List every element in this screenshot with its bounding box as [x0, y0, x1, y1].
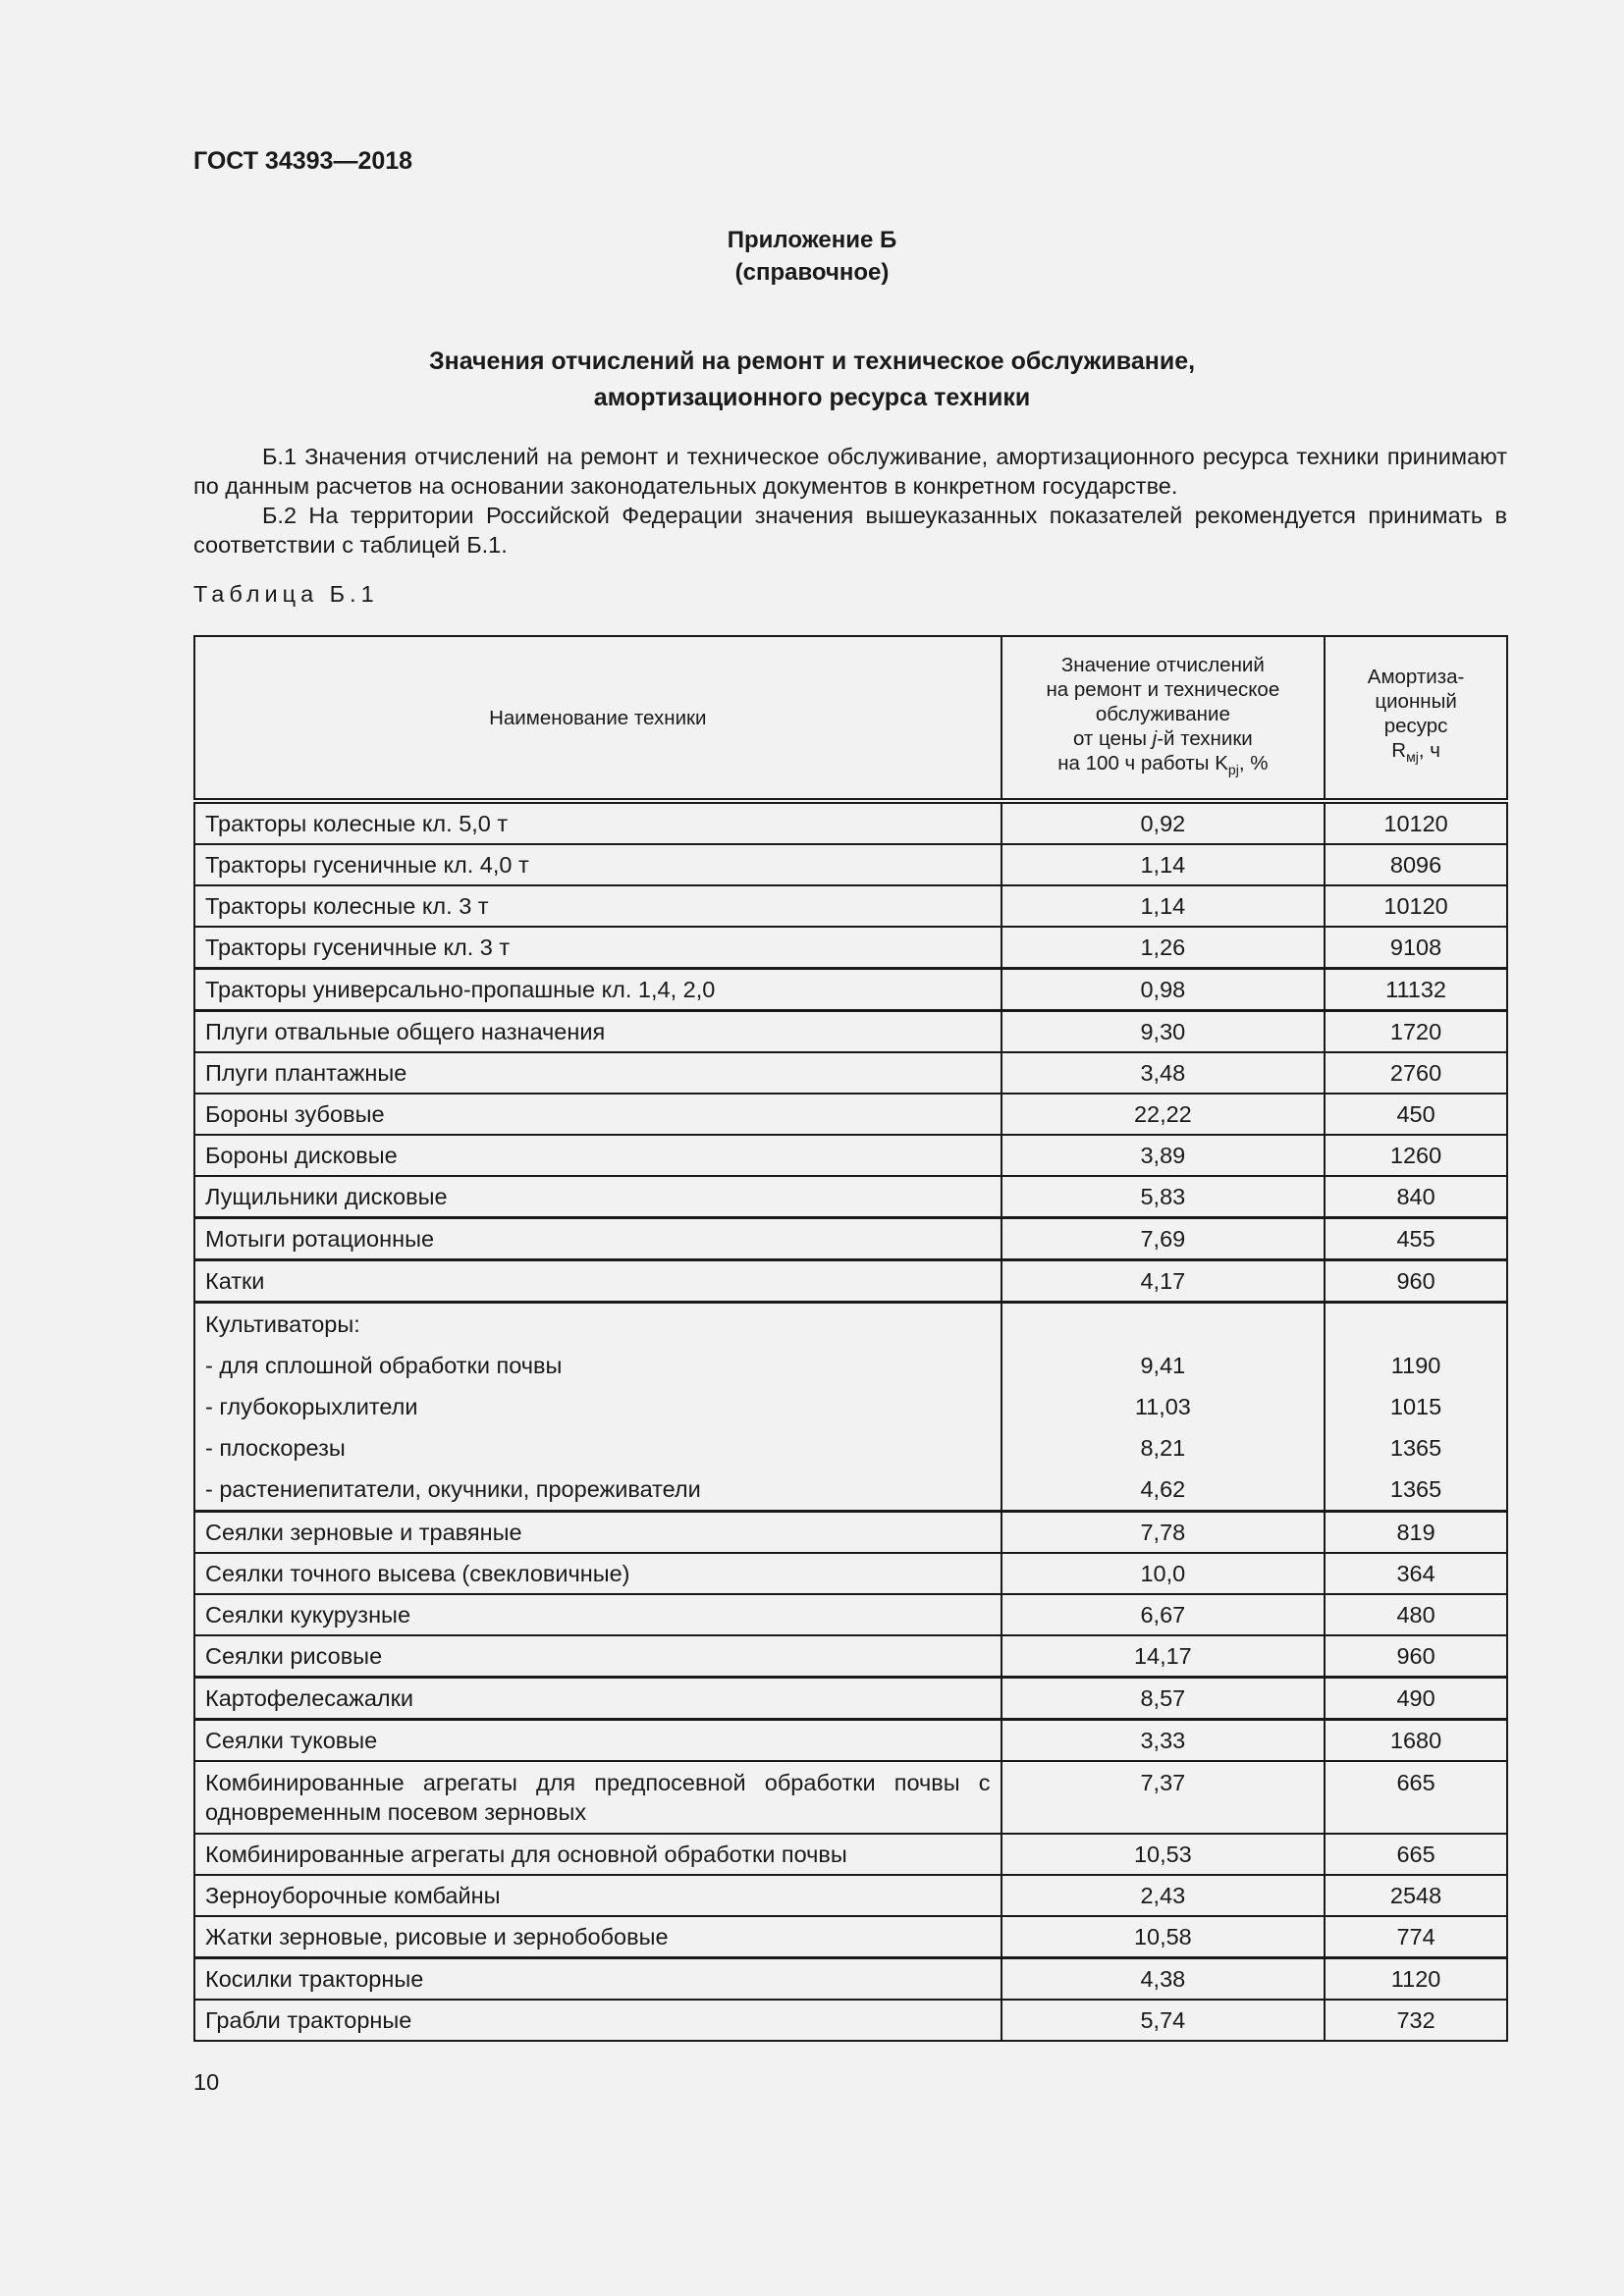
header-name: Наименование техники — [194, 636, 1001, 801]
cell-rm: 9108 — [1325, 927, 1507, 969]
cell-name: Косилки тракторные — [194, 1958, 1001, 2001]
cell-rm: 1120 — [1325, 1958, 1507, 2001]
paragraph-b1 — [193, 442, 1507, 501]
cultivator-rm: 1190 — [1390, 1353, 1441, 1378]
table-row — [194, 1761, 1507, 1834]
appendix-subtitle: (справочное) — [734, 259, 890, 286]
cell-name: Картофелесажалки — [194, 1678, 1001, 1720]
cell-kp: 14,17 — [1001, 1635, 1326, 1678]
cell-kp: 5,74 — [1001, 2000, 1326, 2041]
cell-name: Тракторы гусеничные кл. 4,0 т — [194, 844, 1001, 885]
cell-rm: 665 — [1325, 1761, 1507, 1834]
cell-name: Комбинированные агрегаты для основной обработки почвы — [194, 1834, 1001, 1875]
table-row — [194, 1011, 1507, 1053]
header-kp-line: на 100 ч работы K — [1057, 751, 1228, 774]
cell-rm: 960 — [1325, 1260, 1507, 1303]
table-row — [194, 969, 1507, 1011]
header-rm-line: Амортиза- — [1367, 666, 1465, 689]
page-number: 10 — [193, 2069, 220, 2095]
cell-name: Сеялки рисовые — [194, 1635, 1001, 1678]
cultivator-rm: 1015 — [1389, 1394, 1442, 1419]
cell-kp: 8,57 — [1001, 1678, 1326, 1720]
table-row — [194, 1720, 1507, 1762]
cell-name: Тракторы колесные кл. 5,0 т — [194, 801, 1001, 844]
cell-rm: 1720 — [1325, 1011, 1507, 1053]
cell-kp: 5,83 — [1001, 1176, 1326, 1218]
table-row — [194, 1553, 1507, 1594]
cultivators-title: Культиваторы: — [205, 1311, 360, 1337]
table-row — [194, 1052, 1507, 1094]
appendix-heading — [0, 224, 1624, 289]
cultivator-kp: 9,41 — [1140, 1353, 1186, 1378]
cultivators-names — [194, 1303, 1001, 1512]
cell-rm: 450 — [1325, 1094, 1507, 1135]
cell-kp: 9,30 — [1001, 1011, 1326, 1053]
header-rm — [1325, 636, 1507, 801]
cultivator-name: - растениепитатели, окучники, прореживатели — [205, 1476, 701, 1502]
paragraph-b1-text: Б.1 Значения отчислений на ремонт и техническое обслуживание, амортизационного ресурса техники принимают по данным расчетов на основании законодательных документов в конкретном государстве. — [193, 444, 1507, 499]
table-row — [194, 1875, 1507, 1916]
header-kp-line: Значение отчислений — [1060, 653, 1265, 676]
cell-rm: 960 — [1325, 1635, 1507, 1678]
cell-kp: 0,98 — [1001, 969, 1326, 1011]
cell-kp: 4,38 — [1001, 1958, 1326, 2001]
cell-rm: 8096 — [1325, 844, 1507, 885]
cultivator-kp: 4,62 — [1140, 1476, 1186, 1502]
cultivator-kp: 8,21 — [1140, 1435, 1186, 1461]
cell-rm: 480 — [1325, 1594, 1507, 1635]
table-row — [194, 1176, 1507, 1218]
cell-rm: 1680 — [1325, 1720, 1507, 1762]
cell-rm: 364 — [1325, 1553, 1507, 1594]
cell-rm: 840 — [1325, 1176, 1507, 1218]
header-kp-line: от цены — [1072, 726, 1147, 750]
cell-rm: 1260 — [1325, 1135, 1507, 1176]
table-row — [194, 1594, 1507, 1635]
cell-kp: 4,17 — [1001, 1260, 1326, 1303]
paragraph-b2-text: Б.2 На территории Российской Федерации значения вышеуказанных показателей рекомендуется принимать в соответствии с таблицей Б.1. — [193, 503, 1507, 558]
cell-name: Комбинированные агрегаты для предпосевной обработки почвы с одновременным посевом зерновых — [194, 1761, 1001, 1834]
header-rm-line: R — [1391, 739, 1407, 763]
cell-kp: 10,0 — [1001, 1553, 1326, 1594]
cell-kp: 2,43 — [1001, 1875, 1326, 1916]
cell-name: Жатки зерновые, рисовые и зернобобовые — [194, 1916, 1001, 1958]
cell-rm: 10120 — [1325, 885, 1507, 927]
cell-name: Сеялки кукурузные — [194, 1594, 1001, 1635]
cell-name: Сеялки точного высева (свекловичные) — [194, 1553, 1001, 1594]
cell-kp: 1,26 — [1001, 927, 1326, 969]
header-kp-line: -й техники — [1157, 726, 1253, 750]
cultivator-name: - для сплошной обработки почвы — [205, 1353, 563, 1378]
cell-name: Сеялки туковые — [194, 1720, 1001, 1762]
table-row — [194, 1135, 1507, 1176]
cell-kp: 22,22 — [1001, 1094, 1326, 1135]
header-rm-subscript: мj — [1406, 749, 1419, 766]
table-row — [194, 1635, 1507, 1678]
cell-rm: 665 — [1325, 1834, 1507, 1875]
document-code: ГОСТ 34393—2018 — [193, 147, 413, 175]
data-table — [193, 635, 1508, 2042]
header-rm-line: , ч — [1418, 739, 1440, 763]
cell-name: Тракторы универсально-пропашные кл. 1,4, 2,0 — [194, 969, 1001, 1011]
cell-kp: 7,69 — [1001, 1218, 1326, 1260]
table-row — [194, 885, 1507, 927]
cell-rm: 774 — [1325, 1916, 1507, 1958]
cell-kp: 1,14 — [1001, 885, 1326, 927]
cell-rm: 2548 — [1325, 1875, 1507, 1916]
table-label: Таблица Б.1 — [193, 581, 379, 607]
header-kp-line: , % — [1238, 751, 1269, 774]
cell-rm: 11132 — [1325, 969, 1507, 1011]
paragraph-b2 — [193, 501, 1507, 560]
header-kp-line: на ремонт и техническое — [1046, 677, 1280, 701]
cell-name: Бороны дисковые — [194, 1135, 1001, 1176]
cultivators-rm — [1325, 1303, 1507, 1512]
cell-kp: 7,78 — [1001, 1512, 1326, 1554]
table-row — [194, 1958, 1507, 2001]
table-row — [194, 1094, 1507, 1135]
cell-rm: 2760 — [1325, 1052, 1507, 1094]
header-rm-line: ресурс — [1383, 715, 1448, 738]
table-row — [194, 1218, 1507, 1260]
cell-rm: 819 — [1325, 1512, 1507, 1554]
header-kp — [1001, 636, 1326, 801]
cell-rm: 732 — [1325, 2000, 1507, 2041]
cell-name: Сеялки зерновые и травяные — [194, 1512, 1001, 1554]
cultivator-rm: 1365 — [1389, 1476, 1442, 1502]
cell-kp: 7,37 — [1001, 1761, 1326, 1834]
table-row — [194, 2000, 1507, 2041]
table-header-row — [194, 636, 1507, 801]
cell-name: Зерноуборочные комбайны — [194, 1875, 1001, 1916]
table-row-cultivators — [194, 1303, 1507, 1512]
cell-kp: 3,33 — [1001, 1720, 1326, 1762]
cell-rm: 490 — [1325, 1678, 1507, 1720]
cell-kp: 6,67 — [1001, 1594, 1326, 1635]
cell-name: Мотыги ротационные — [194, 1218, 1001, 1260]
cell-kp: 10,58 — [1001, 1916, 1326, 1958]
cultivator-name: - плоскорезы — [205, 1435, 346, 1461]
table-row — [194, 1678, 1507, 1720]
cell-name: Катки — [194, 1260, 1001, 1303]
header-kp-line: обслуживание — [1095, 702, 1230, 725]
cell-name: Грабли тракторные — [194, 2000, 1001, 2041]
cell-rm: 10120 — [1325, 801, 1507, 844]
cell-kp: 3,48 — [1001, 1052, 1326, 1094]
cell-rm: 455 — [1325, 1218, 1507, 1260]
cell-kp: 3,89 — [1001, 1135, 1326, 1176]
cell-kp: 1,14 — [1001, 844, 1326, 885]
appendix-title: Приложение Б — [727, 227, 897, 253]
cell-name: Тракторы гусеничные кл. 3 т — [194, 927, 1001, 969]
cultivator-rm: 1365 — [1389, 1435, 1442, 1461]
table-row — [194, 801, 1507, 844]
table-row — [194, 1834, 1507, 1875]
table-row — [194, 844, 1507, 885]
section-title-line1: Значения отчислений на ремонт и техническое обслуживание, — [428, 347, 1196, 375]
cultivator-name: - глубокорыхлители — [205, 1394, 418, 1419]
header-kp-j: j — [1152, 726, 1158, 750]
table-row — [194, 1512, 1507, 1554]
section-title-line2: амортизационного ресурса техники — [593, 384, 1031, 411]
header-rm-line: ционный — [1375, 690, 1457, 714]
header-kp-subscript: pj — [1227, 762, 1239, 778]
cell-name: Лущильники дисковые — [194, 1176, 1001, 1218]
cell-name: Тракторы колесные кл. 3 т — [194, 885, 1001, 927]
cultivators-kp — [1001, 1303, 1326, 1512]
section-title — [0, 344, 1624, 416]
cell-kp: 0,92 — [1001, 801, 1326, 844]
cell-name: Бороны зубовые — [194, 1094, 1001, 1135]
table-row — [194, 1916, 1507, 1958]
cell-name: Плуги плантажные — [194, 1052, 1001, 1094]
cell-kp: 10,53 — [1001, 1834, 1326, 1875]
cultivator-kp: 11,03 — [1134, 1394, 1191, 1419]
table-row — [194, 927, 1507, 969]
table-row — [194, 1260, 1507, 1303]
cell-name: Плуги отвальные общего назначения — [194, 1011, 1001, 1053]
